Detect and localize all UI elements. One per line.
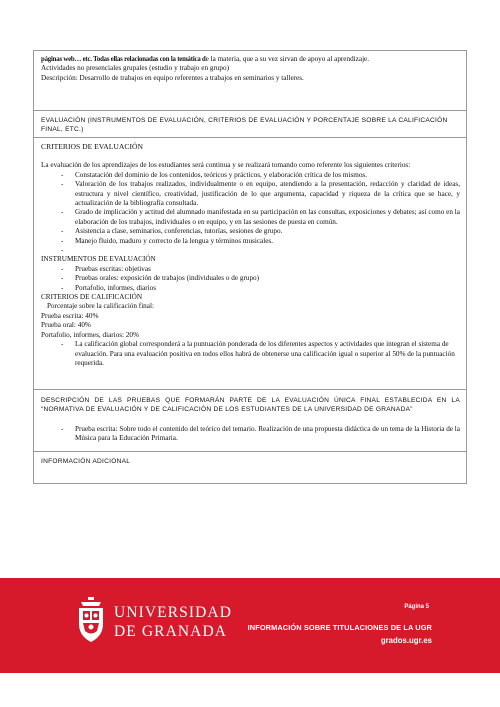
footer-banner bbox=[0, 578, 500, 673]
list-item: - Pruebas escritas: objetivas bbox=[41, 265, 460, 274]
activities-line-3: Descripción: Desarrollo de trabajos en equipo referentes a trabajos en seminarios y talleres. bbox=[41, 73, 304, 82]
footer-info-text: INFORMACIÓN SOBRE TITULACIONES DE LA UGR bbox=[247, 623, 432, 632]
additional-info-heading: INFORMACIÓN ADICIONAL bbox=[41, 458, 131, 465]
evaluation-heading: EVALUACIÓN (INSTRUMENTOS DE EVALUACIÓN, CRITERIOS DE EVALUACIÓN Y PORCENTAJE SOBRE LA CALIFICACIÓN FINAL, ETC.) bbox=[41, 117, 448, 133]
list-item bbox=[41, 246, 460, 255]
list-item: - Asistencia a clase, seminarios, conferencias, tutorías, sesiones de grupo. bbox=[41, 227, 460, 236]
university-name-line-1: UNIVERSIDAD bbox=[114, 604, 233, 621]
prueba-oral: Prueba oral: 40% bbox=[41, 321, 91, 330]
list-item: - Valoración de los trabajos realizados, individualmente o en equipo, atendiendo a la presentación, redacción y claridad de ideas, estructura y nivel científico, creatividad, justificación de lo que argumenta, capacidad y riqueza de la crítica que se hace, y actualización de la bibliografía consultada. bbox=[41, 180, 460, 208]
list-item: - Grado de implicación y actitud del alumnado manifestada en su participación en las consultas, exposiciones y debates; así como en la elaboración de los trabajos, individuales o en equipo, y en las sesiones de puesta en común. bbox=[41, 208, 460, 227]
activities-line-2: Actividades no presenciales grupales (estudio y trabajo en grupo) bbox=[41, 64, 230, 73]
criterios-title: CRITERIOS DE EVALUACIÓN bbox=[41, 142, 143, 151]
instrumentos-title: INSTRUMENTOS DE EVALUACIÓN bbox=[41, 255, 156, 264]
list-item: - Constatación del dominio de los contenidos, teóricos y prácticos, y elaboración crítica de los mismos. bbox=[41, 171, 460, 180]
university-name-line-2: DE GRANADA bbox=[114, 623, 228, 640]
instrumentos-list bbox=[41, 265, 460, 293]
page-number: Página 5 bbox=[404, 604, 429, 610]
list-item: - Portafolio, informes, diarios bbox=[41, 284, 460, 293]
footer-site-link[interactable]: grados.ugr.es bbox=[380, 636, 432, 645]
nota-list bbox=[41, 340, 460, 368]
prueba-escrita: Prueba escrita: 40% bbox=[41, 311, 99, 320]
list-item: - Prueba escrita: Sobre todo el contenido del teórico del temario. Realización de una propuesta didáctica de un tema de la Historia de la Música para la Educación Primaria. bbox=[41, 425, 460, 444]
evaluation-heading-section bbox=[34, 111, 466, 138]
criterios-list bbox=[41, 171, 460, 256]
portafolio: Portafolio, informes, diarios: 20% bbox=[41, 330, 140, 339]
list-item: - Pruebas orales: exposición de trabajos (individuales o de grupo) bbox=[41, 274, 460, 283]
calificacion-title: CRITERIOS DE CALIFICACIÓN bbox=[41, 293, 143, 302]
list-item: - Manejo fluido, maduro y correcto de la lengua y términos musicales. bbox=[41, 237, 460, 246]
content-table bbox=[33, 50, 467, 484]
activities-line-1: páginas web… etc. Todas ellas relacionadas con la temática de la materia, que a su vez sirvan de apoyo al aprendizaje. bbox=[41, 55, 370, 63]
additional-info-section bbox=[34, 452, 466, 482]
final-exam-heading: DESCRIPCIÓN DE LAS PRUEBAS QUE FORMARÁN PARTE DE LA EVALUACIÓN ÚNICA FINAL ESTABLECIDA EN LA “NORMATIVA DE EVALUACIÓN Y DE CALIFICACIÓN DE LOS ESTUDIANTES DE LA UNIVERSIDAD DE GRANADA” bbox=[41, 397, 460, 413]
criterios-intro: La evaluación de los aprendizajes de los estudiantes será continua y se realizará tomando como referente los siguientes criterios: bbox=[41, 161, 411, 170]
final-exam-section bbox=[34, 390, 466, 452]
porcentaje-label: Porcentaje sobre la calificación final: bbox=[47, 302, 154, 311]
evaluation-criteria-section bbox=[34, 138, 466, 390]
list-item: - La calificación global corresponderá a la puntuación ponderada de los diferentes aspectos y actividades que integran el sistema de evaluación. Para una evaluación positiva en todos ellos habrá de obtenerse una calificación igual o superior al 50% de la puntuación requerida. bbox=[41, 340, 460, 368]
university-crest-icon bbox=[73, 596, 109, 644]
final-exam-list bbox=[41, 425, 460, 444]
activities-section bbox=[34, 51, 466, 111]
